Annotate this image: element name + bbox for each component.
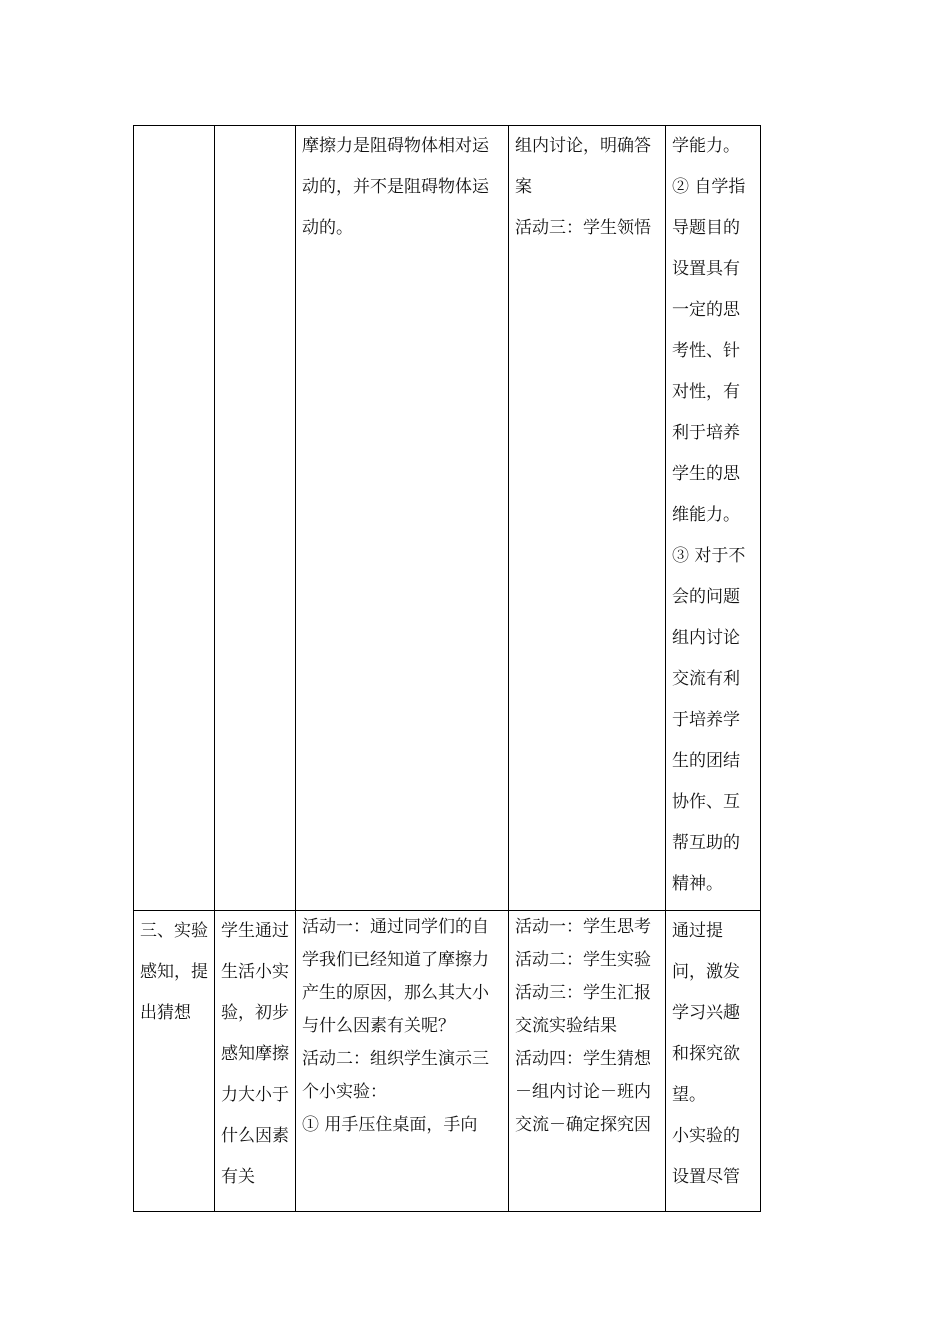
text-line: 活动三：学生领悟 xyxy=(515,218,651,238)
lesson-plan-table xyxy=(133,125,761,1212)
text-line: ① 用手压住桌面，手向 xyxy=(302,1115,478,1135)
text-line: 生的团结 xyxy=(672,751,740,771)
design-intent-cell xyxy=(666,911,761,1212)
text-line: 活动二：学生实验 xyxy=(515,950,651,970)
teacher-activity-cell xyxy=(296,126,509,911)
text-line: 产生的原因，那么其大小 xyxy=(302,983,489,1003)
text-line: 精神。 xyxy=(672,874,723,894)
table-row xyxy=(134,126,761,911)
text-line: 活动一：学生思考 xyxy=(515,917,651,937)
text-line: 活动三：学生汇报 xyxy=(515,983,651,1003)
student-activity-cell xyxy=(509,911,666,1212)
text-line: 问，激发 xyxy=(672,962,740,982)
text-line: 学生的思 xyxy=(672,464,740,484)
text-line: 学能力。 xyxy=(672,136,740,156)
text-line: 摩擦力是阻碍物体相对运 xyxy=(302,136,489,156)
text-line: 设置具有 xyxy=(672,259,740,279)
text-line: 动的。 xyxy=(302,218,353,238)
text-line: 有关 xyxy=(221,1167,255,1187)
stage-cell xyxy=(134,911,215,1212)
text-line: 和探究欲 xyxy=(672,1044,740,1064)
text-line: 交流实验结果 xyxy=(515,1016,617,1036)
text-line: 组内讨论 xyxy=(672,628,740,648)
text-line: 交流－确定探究因 xyxy=(515,1115,651,1135)
text-line: －组内讨论－班内 xyxy=(515,1082,651,1102)
text-line: 导题目的 xyxy=(672,218,740,238)
student-activity-cell xyxy=(509,126,666,911)
goal-cell xyxy=(215,911,296,1212)
stage-cell xyxy=(134,126,215,911)
text-line: 学习兴趣 xyxy=(672,1003,740,1023)
text-line: 什么因素 xyxy=(221,1126,289,1146)
text-line: 利于培养 xyxy=(672,423,740,443)
text-line: 通过提 xyxy=(672,921,723,941)
text-line: 学生通过 xyxy=(221,921,289,941)
text-line: 小实验的 xyxy=(672,1126,740,1146)
text-line: 个小实验： xyxy=(302,1082,387,1102)
text-line: 案 xyxy=(515,177,532,197)
text-line: 活动一：通过同学们的自 xyxy=(302,917,489,937)
text-line: 望。 xyxy=(672,1085,706,1105)
text-line: ③ 对于不 xyxy=(672,546,746,566)
text-line: 生活小实 xyxy=(221,962,289,982)
goal-cell xyxy=(215,126,296,911)
text-line: 动的，并不是阻碍物体运 xyxy=(302,177,489,197)
text-line: 交流有利 xyxy=(672,669,740,689)
text-line: ② 自学指 xyxy=(672,177,746,197)
text-line: 维能力。 xyxy=(672,505,740,525)
text-line: 设置尽管 xyxy=(672,1167,740,1187)
design-intent-cell xyxy=(666,126,761,911)
text-line: 三、实验 xyxy=(140,921,208,941)
text-line: 感知，提 xyxy=(140,962,208,982)
text-line: 于培养学 xyxy=(672,710,740,730)
text-line: 感知摩擦 xyxy=(221,1044,289,1064)
table-row xyxy=(134,911,761,1212)
text-line: 验，初步 xyxy=(221,1003,289,1023)
text-line: 协作、互 xyxy=(672,792,740,812)
text-line: 对性，有 xyxy=(672,382,740,402)
text-line: 一定的思 xyxy=(672,300,740,320)
text-line: 与什么因素有关呢？ xyxy=(302,1016,455,1036)
text-line: 力大小于 xyxy=(221,1085,289,1105)
text-line: 活动二：组织学生演示三 xyxy=(302,1049,489,1069)
text-line: 组内讨论，明确答 xyxy=(515,136,651,156)
text-line: 学我们已经知道了摩擦力 xyxy=(302,950,489,970)
text-line: 帮互助的 xyxy=(672,833,740,853)
text-line: 考性、针 xyxy=(672,341,740,361)
text-line: 出猜想 xyxy=(140,1003,191,1023)
text-line: 会的问题 xyxy=(672,587,740,607)
text-line: 活动四：学生猜想 xyxy=(515,1049,651,1069)
teacher-activity-cell xyxy=(296,911,509,1212)
